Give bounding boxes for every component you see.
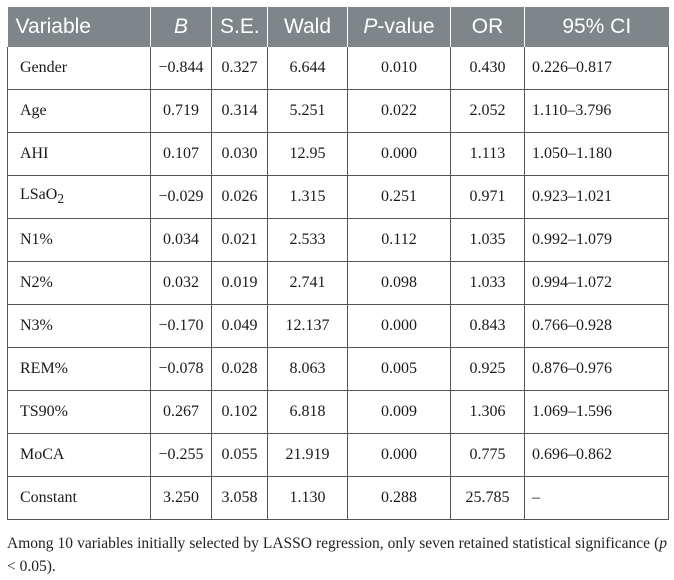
footnote-text-after: < 0.05). <box>7 558 56 575</box>
cell-wald: 1.315 <box>268 176 348 219</box>
table-row <box>8 47 669 90</box>
table-row <box>8 348 669 391</box>
cell-ci: 0.994–1.072 <box>525 262 669 305</box>
table-row <box>8 133 669 176</box>
cell-variable <box>8 348 151 391</box>
variable-name: Constant <box>20 489 77 506</box>
header-se: S.E. <box>212 7 268 47</box>
table-row <box>8 262 669 305</box>
cell-or: 0.775 <box>451 434 525 477</box>
table-body <box>8 47 669 520</box>
cell-se: 3.058 <box>212 477 268 520</box>
cell-p-value: 0.000 <box>348 305 451 348</box>
cell-or: 1.113 <box>451 133 525 176</box>
header-p-value-text <box>363 15 434 38</box>
cell-p-value: 0.000 <box>348 434 451 477</box>
cell-ci: 1.069–1.596 <box>525 391 669 434</box>
cell-variable <box>8 391 151 434</box>
cell-ci: 0.766–0.928 <box>525 305 669 348</box>
table-row <box>8 477 669 520</box>
cell-b: −0.029 <box>151 176 212 219</box>
cell-wald: 2.533 <box>268 219 348 262</box>
cell-variable <box>8 133 151 176</box>
cell-se: 0.019 <box>212 262 268 305</box>
cell-b: 0.032 <box>151 262 212 305</box>
cell-or: 1.306 <box>451 391 525 434</box>
cell-ci: 0.226–0.817 <box>525 47 669 90</box>
cell-ci: 1.050–1.180 <box>525 133 669 176</box>
header-p-value <box>348 7 451 47</box>
variable-name: AHI <box>20 145 49 162</box>
cell-b: −0.078 <box>151 348 212 391</box>
cell-b: 0.107 <box>151 133 212 176</box>
cell-b: 0.719 <box>151 90 212 133</box>
table-row <box>8 219 669 262</box>
cell-p-value: 0.010 <box>348 47 451 90</box>
variable-subscript: 2 <box>57 191 64 207</box>
footnote-p-symbol: p <box>659 535 667 552</box>
header-row <box>8 7 669 47</box>
variable-name: Age <box>20 102 47 119</box>
cell-se: 0.028 <box>212 348 268 391</box>
table-row <box>8 90 669 133</box>
cell-p-value: 0.009 <box>348 391 451 434</box>
cell-wald: 5.251 <box>268 90 348 133</box>
variable-name: REM% <box>20 360 68 377</box>
variable-name: MoCA <box>20 446 65 463</box>
cell-or: 0.925 <box>451 348 525 391</box>
cell-se: 0.314 <box>212 90 268 133</box>
cell-se: 0.026 <box>212 176 268 219</box>
header-p-symbol: P <box>363 15 378 38</box>
variable-name: Gender <box>20 59 68 76</box>
header-b: B <box>151 7 212 47</box>
cell-se: 0.049 <box>212 305 268 348</box>
cell-wald: 12.137 <box>268 305 348 348</box>
cell-se: 0.030 <box>212 133 268 176</box>
header-ci: 95% CI <box>525 7 669 47</box>
regression-table <box>7 7 669 520</box>
variable-name: N1% <box>20 231 53 248</box>
cell-ci: 1.110–3.796 <box>525 90 669 133</box>
cell-se: 0.102 <box>212 391 268 434</box>
cell-wald: 6.818 <box>268 391 348 434</box>
cell-or: 0.843 <box>451 305 525 348</box>
variable-name: LSaO <box>20 186 58 204</box>
cell-p-value: 0.022 <box>348 90 451 133</box>
table-row <box>8 434 669 477</box>
variable-name: N3% <box>20 317 53 334</box>
cell-variable <box>8 477 151 520</box>
cell-b: 0.267 <box>151 391 212 434</box>
cell-wald: 21.919 <box>268 434 348 477</box>
table-header <box>8 7 669 47</box>
cell-wald: 2.741 <box>268 262 348 305</box>
table-row <box>8 305 669 348</box>
cell-ci: 0.696–0.862 <box>525 434 669 477</box>
cell-p-value: 0.098 <box>348 262 451 305</box>
cell-se: 0.327 <box>212 47 268 90</box>
table-row <box>8 176 669 219</box>
cell-ci: 0.876–0.976 <box>525 348 669 391</box>
cell-wald: 1.130 <box>268 477 348 520</box>
cell-b: 3.250 <box>151 477 212 520</box>
cell-variable <box>8 176 151 219</box>
variable-name: N2% <box>20 274 53 291</box>
cell-p-value: 0.112 <box>348 219 451 262</box>
cell-variable <box>8 305 151 348</box>
cell-or: 25.785 <box>451 477 525 520</box>
cell-variable <box>8 262 151 305</box>
cell-p-value: 0.288 <box>348 477 451 520</box>
cell-variable <box>8 219 151 262</box>
cell-se: 0.055 <box>212 434 268 477</box>
table-row <box>8 391 669 434</box>
variable-name: TS90% <box>20 403 68 420</box>
cell-wald: 6.644 <box>268 47 348 90</box>
cell-ci: 0.923–1.021 <box>525 176 669 219</box>
footnote-text-before: Among 10 variables initially selected by LASSO regression, only seven retained statistical significance ( <box>7 535 660 552</box>
cell-wald: 12.95 <box>268 133 348 176</box>
cell-or: 0.430 <box>451 47 525 90</box>
cell-variable <box>8 47 151 90</box>
cell-variable <box>8 90 151 133</box>
cell-se: 0.021 <box>212 219 268 262</box>
cell-b: −0.170 <box>151 305 212 348</box>
header-variable: Variable <box>8 7 151 47</box>
cell-b: −0.255 <box>151 434 212 477</box>
cell-b: 0.034 <box>151 219 212 262</box>
cell-or: 1.033 <box>451 262 525 305</box>
cell-wald: 8.063 <box>268 348 348 391</box>
cell-p-value: 0.000 <box>348 133 451 176</box>
cell-ci: – <box>525 477 669 520</box>
cell-variable <box>8 434 151 477</box>
header-p-suffix: -value <box>377 15 435 38</box>
cell-ci: 0.992–1.079 <box>525 219 669 262</box>
cell-or: 1.035 <box>451 219 525 262</box>
cell-p-value: 0.005 <box>348 348 451 391</box>
cell-or: 2.052 <box>451 90 525 133</box>
table-footnote <box>7 532 667 578</box>
header-or: OR <box>451 7 525 47</box>
cell-or: 0.971 <box>451 176 525 219</box>
header-wald: Wald <box>268 7 348 47</box>
cell-b: −0.844 <box>151 47 212 90</box>
cell-p-value: 0.251 <box>348 176 451 219</box>
